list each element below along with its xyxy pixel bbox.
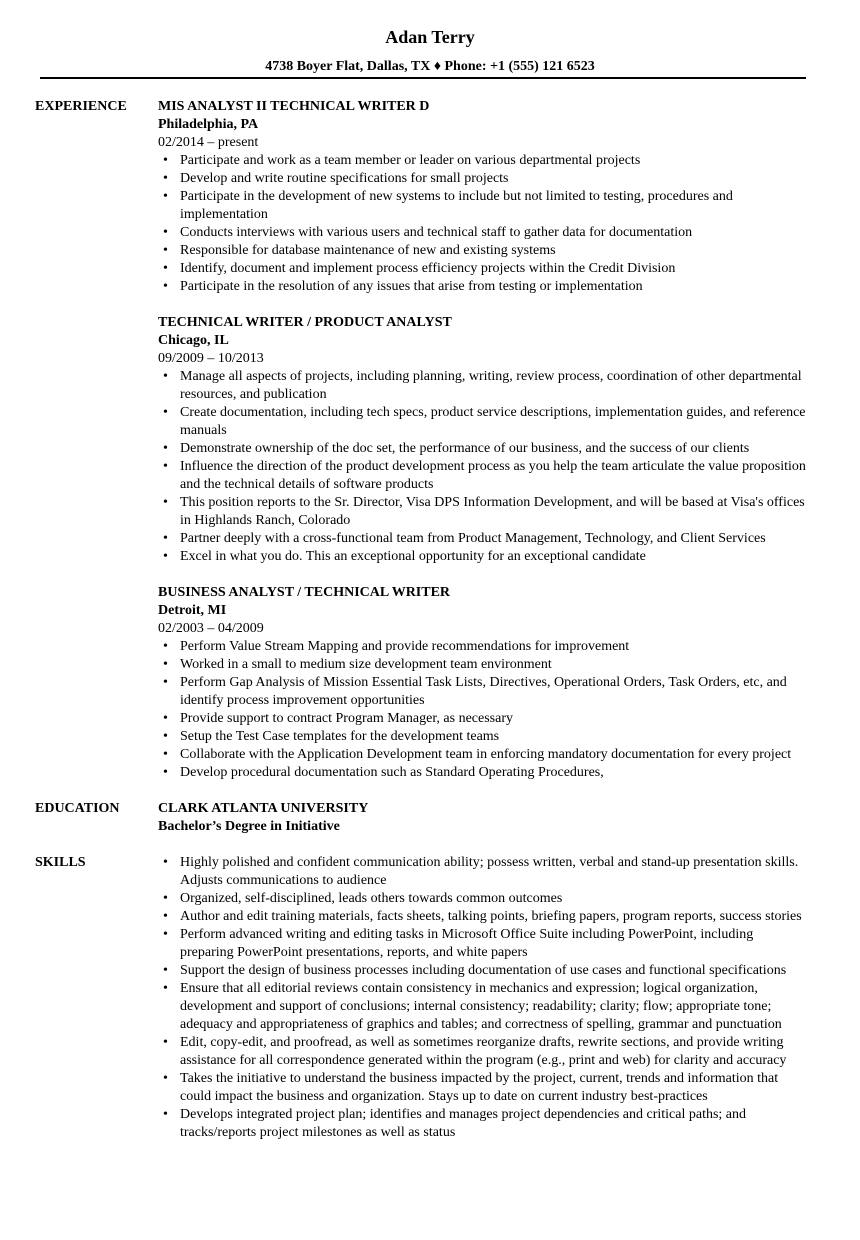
skills-bullets — [158, 854, 808, 1142]
duty-item: • Participate in the resolution of any issues that arise from testing or implementation — [158, 278, 808, 296]
duty-item: • Excel in what you do. This an exceptional opportunity for an exceptional candidate — [158, 548, 808, 566]
duty-item: • Collaborate with the Application Development team in enforcing mandatory documentation for every project — [158, 746, 808, 764]
education-heading: EDUCATION — [35, 801, 120, 816]
duty-item: • Develop procedural documentation such as Standard Operating Procedures, — [158, 764, 808, 782]
contact-line: 4738 Boyer Flat, Dallas, TX ♦ Phone: +1 (555) 121 6523 — [265, 59, 595, 74]
school-name: CLARK ATLANTA UNIVERSITY — [158, 801, 369, 816]
duty-item: • Perform Gap Analysis of Mission Essential Task Lists, Directives, Operational Orders, Task Orders, etc, and identify process improvement opportunities — [158, 674, 808, 710]
resume-header — [0, 0, 860, 76]
job-duties — [158, 368, 808, 566]
job-location: Philadelphia, PA — [158, 117, 259, 132]
skills-section — [0, 854, 860, 1142]
education-section — [0, 800, 860, 854]
skill-item: • Perform advanced writing and editing tasks in Microsoft Office Suite including PowerPoint, including preparing PowerPoint presentations, reports, and white papers — [158, 926, 808, 962]
duty-item: • Develop and write routine specifications for small projects — [158, 170, 808, 188]
job-title: BUSINESS ANALYST / TECHNICAL WRITER — [158, 585, 451, 600]
job-title: MIS ANALYST II TECHNICAL WRITER D — [158, 99, 430, 114]
job-dates: 02/2003 – 04/2009 — [158, 621, 264, 636]
duty-item: • This position reports to the Sr. Director, Visa DPS Information Development, and will be based at Visa's offices in Highlands Ranch, Colorado — [158, 494, 808, 530]
duty-item: • Participate in the development of new systems to include but not limited to testing, procedures and implementation — [158, 188, 808, 224]
job-dates: 09/2009 – 10/2013 — [158, 351, 264, 366]
duty-item: • Identify, document and implement process efficiency projects within the Credit Division — [158, 260, 808, 278]
skills-list — [158, 854, 808, 1142]
experience-heading: EXPERIENCE — [35, 99, 127, 114]
job-duties — [158, 638, 808, 782]
duty-item: • Setup the Test Case templates for the development teams — [158, 728, 808, 746]
duty-item: • Influence the direction of the product development process as you help the team articulate the value proposition and the technical details of software products — [158, 458, 808, 494]
header-divider — [40, 77, 806, 79]
job-entry — [158, 314, 808, 566]
job-dates: 02/2014 – present — [158, 135, 259, 150]
skill-item: • Organized, self-disciplined, leads others towards common outcomes — [158, 890, 808, 908]
job-duties — [158, 152, 808, 296]
duty-item: • Partner deeply with a cross-functional team from Product Management, Technology, and Client Services — [158, 530, 808, 548]
degree-name: Bachelor’s Degree in Initiative — [158, 819, 340, 834]
education-entry — [158, 800, 808, 836]
duty-item: • Create documentation, including tech specs, product service descriptions, implementation guides, and reference manuals — [158, 404, 808, 440]
skill-item: • Edit, copy-edit, and proofread, as well as sometimes reorganize drafts, rewrite sections, and provide writing assistance for all correspondence generated within the program (e.g., print and web) for clarity and accuracy — [158, 1034, 808, 1070]
duty-item: • Demonstrate ownership of the doc set, the performance of our business, and the success of our clients — [158, 440, 808, 458]
skill-item: • Ensure that all editorial reviews contain consistency in mechanics and expression; logical organization, development and support of conclusions; internal consistency; readability; clarity; flow; appropriate tone; adequacy and appropriateness of graphics and tables; and correctness of spelling, grammar and punctuation — [158, 980, 808, 1034]
experience-list — [158, 98, 808, 800]
job-location: Chicago, IL — [158, 333, 229, 348]
duty-item: • Manage all aspects of projects, including planning, writing, review process, coordination of other departmental resources, and publication — [158, 368, 808, 404]
experience-section — [0, 98, 860, 800]
duty-item: • Participate and work as a team member or leader on various departmental projects — [158, 152, 808, 170]
skills-heading: SKILLS — [35, 855, 86, 870]
skill-item: • Author and edit training materials, facts sheets, talking points, briefing papers, program reports, success stories — [158, 908, 808, 926]
duty-item: • Provide support to contract Program Manager, as necessary — [158, 710, 808, 728]
skill-item: • Develops integrated project plan; identifies and manages project dependencies and critical paths; and tracks/reports project milestones as well as status — [158, 1106, 808, 1142]
candidate-name: Adan Terry — [385, 27, 475, 47]
job-entry — [158, 584, 808, 782]
duty-item: • Conducts interviews with various users and technical staff to gather data for documentation — [158, 224, 808, 242]
skill-item: • Support the design of business processes including documentation of use cases and functional specifications — [158, 962, 808, 980]
skill-item: • Highly polished and confident communication ability; possess written, verbal and stand-up presentation skills. Adjusts communications to audience — [158, 854, 808, 890]
duty-item: • Perform Value Stream Mapping and provide recommendations for improvement — [158, 638, 808, 656]
job-title: TECHNICAL WRITER / PRODUCT ANALYST — [158, 315, 452, 330]
resume-body — [0, 98, 860, 1142]
job-entry — [158, 98, 808, 296]
duty-item: • Worked in a small to medium size development team environment — [158, 656, 808, 674]
duty-item: • Responsible for database maintenance of new and existing systems — [158, 242, 808, 260]
skill-item: • Takes the initiative to understand the business impacted by the project, current, trends and information that could impact the business and organization. Stays up to date on current industry best-practices — [158, 1070, 808, 1106]
job-location: Detroit, MI — [158, 603, 227, 618]
